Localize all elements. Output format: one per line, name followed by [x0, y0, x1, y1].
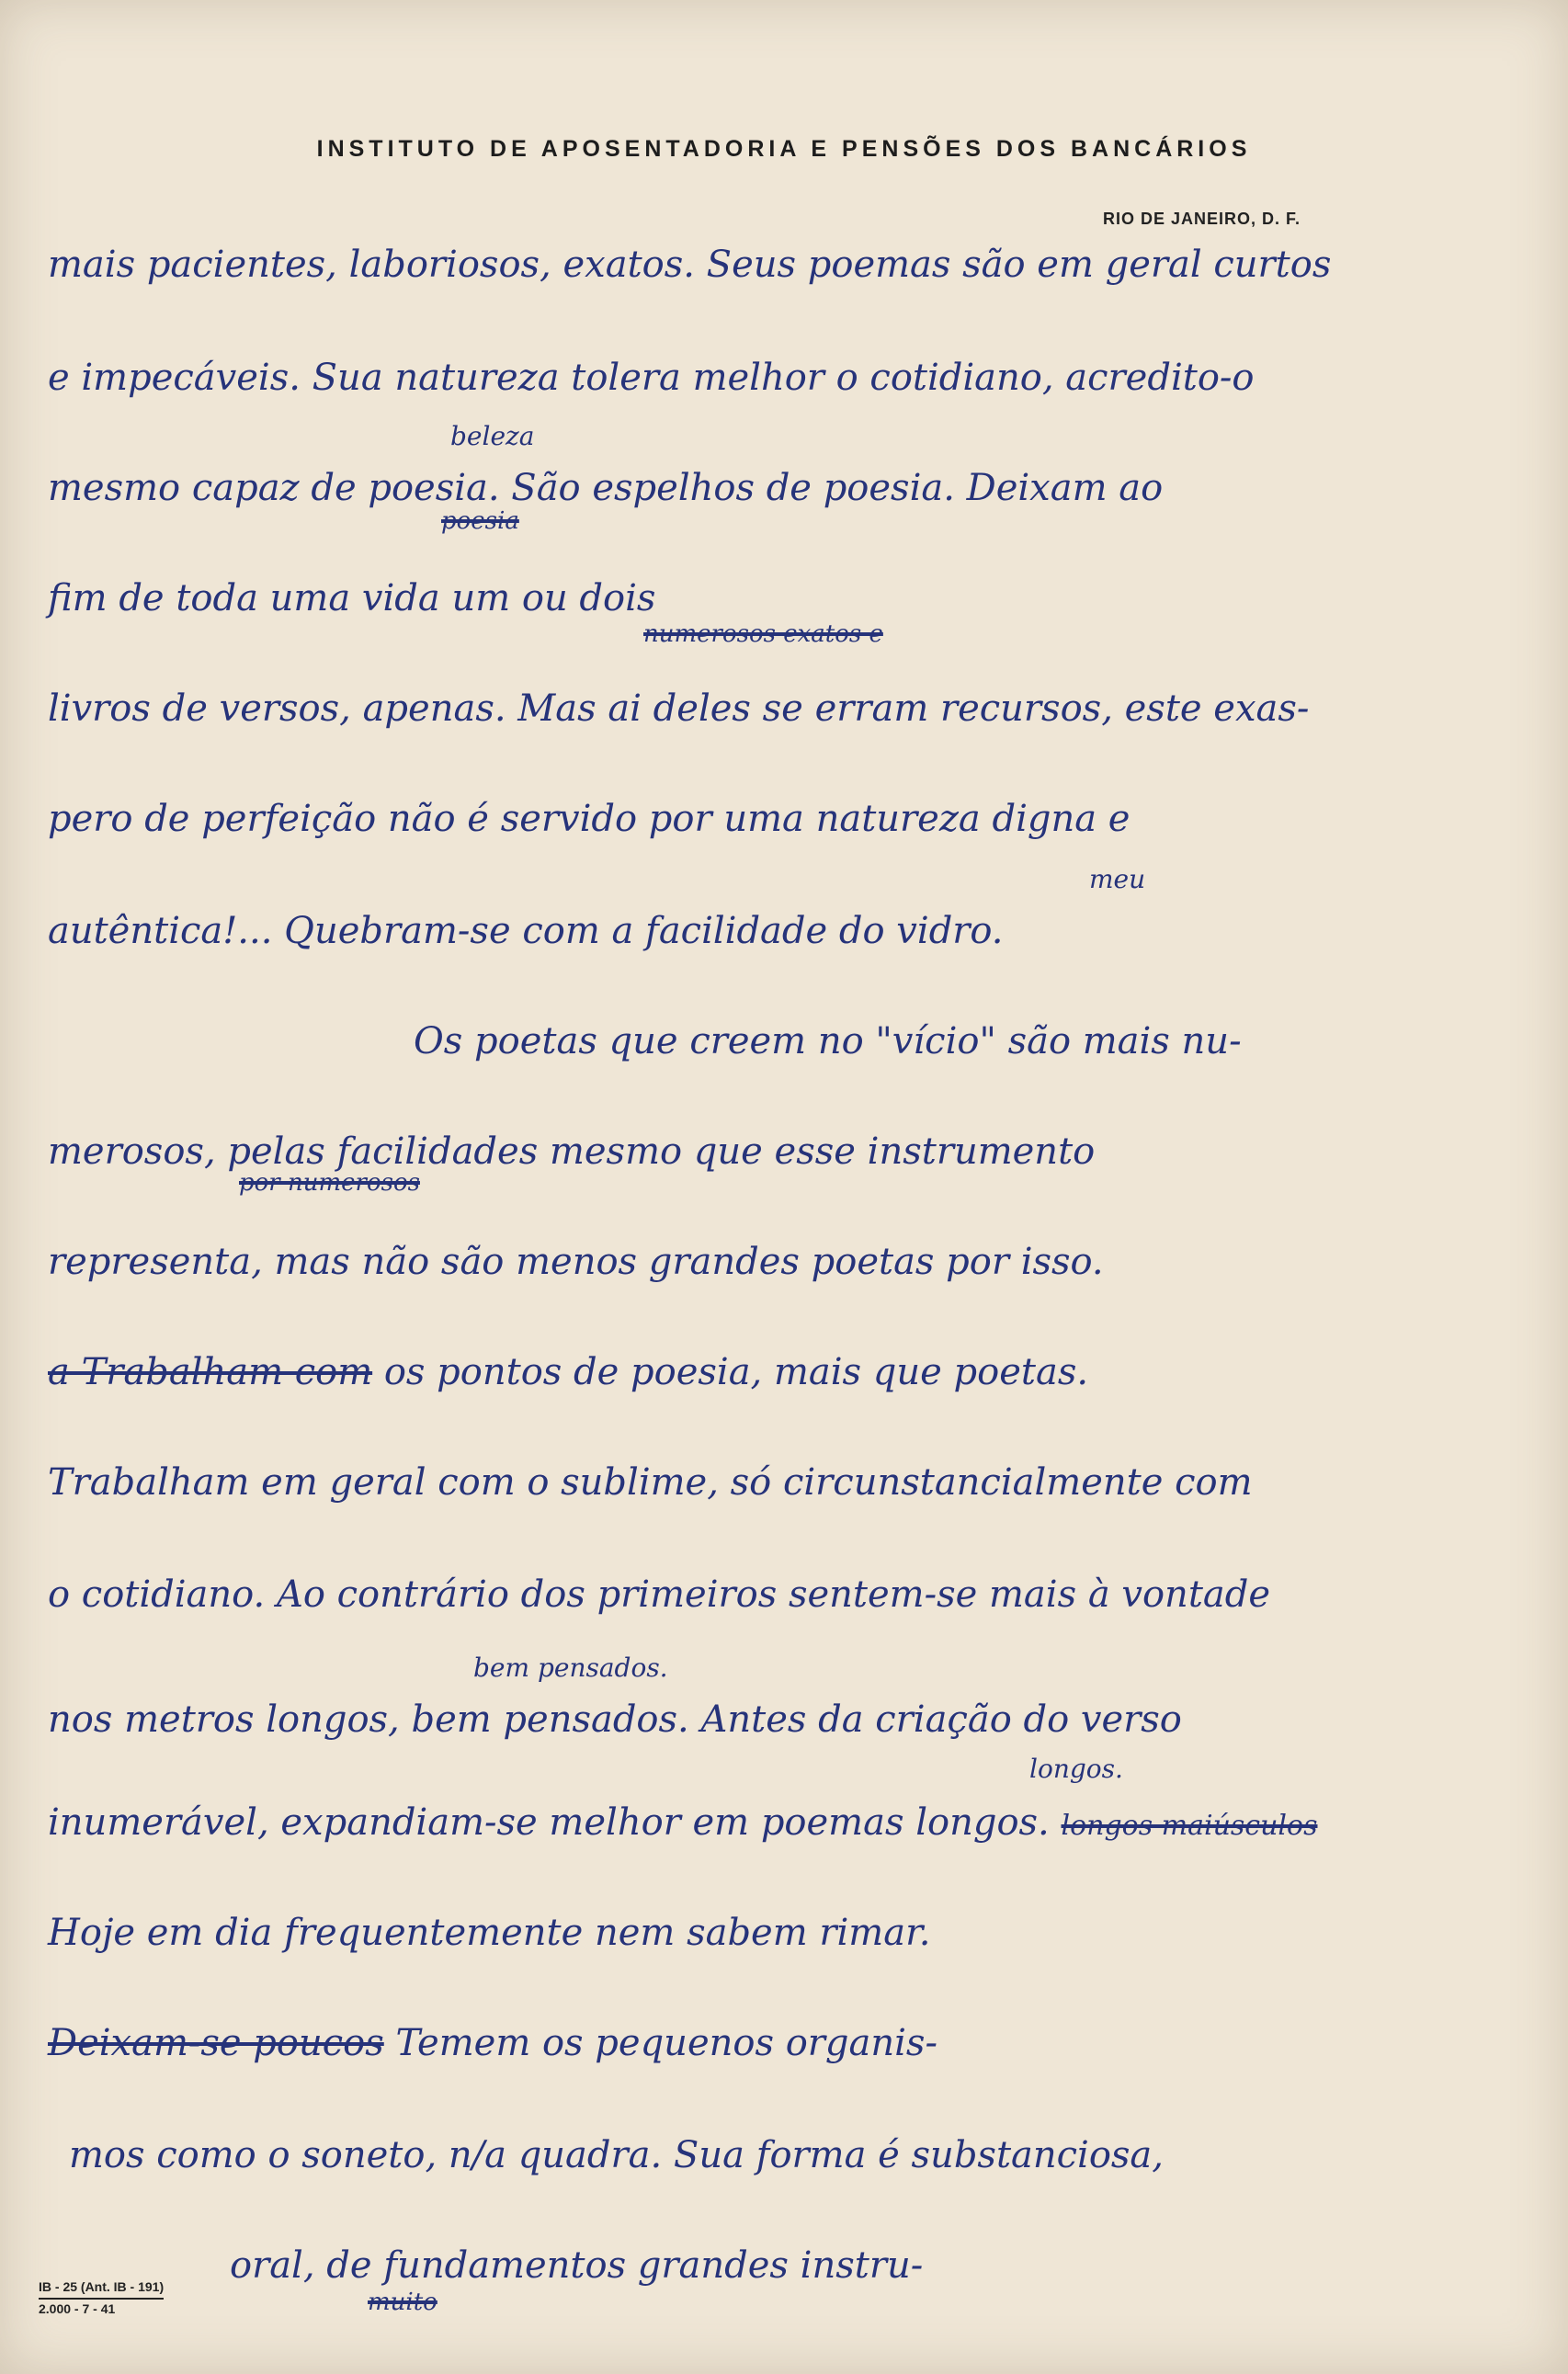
struck-oral: muito — [368, 2289, 437, 2316]
manuscript-line-15-text: inumerável, expandiam-se melhor em poemas longos. — [48, 1801, 1050, 1844]
manuscript-line-9-text: merosos, pelas facilidades mesmo que esse instrumento — [48, 1130, 1096, 1173]
letterhead-institution: INSTITUTO DE APOSENTADORIA E PENSÕES DOS BANCÁRIOS — [316, 136, 1252, 162]
manuscript-line-14: nos metros longos, bem pensados. Antes da criação do verso — [48, 1698, 1182, 1741]
manuscript-line-2: e impecáveis. Sua natureza tolera melhor o cotidiano, acredito-o — [48, 357, 1255, 399]
manuscript-line-10: representa, mas não são menos grandes poetas por isso. — [48, 1241, 1104, 1283]
struck-poemas-longos: longos maiúsculos — [1061, 1810, 1318, 1842]
form-code — [39, 2279, 164, 2316]
struck-word-poesia: poesia — [441, 507, 519, 535]
manuscript-line-6: pero de perfeição não é servido por uma natureza digna e — [48, 798, 1131, 840]
manuscript-line-15 — [48, 1801, 1317, 1844]
manuscript-line-3-text: mesmo capaz de poesia. São espelhos de poesia. Deixam ao — [48, 467, 1164, 509]
manuscript-line-12: Trabalham em geral com o sublime, só circunstancialmente com — [48, 1461, 1253, 1504]
manuscript-line-7: autêntica!... Quebram-se com a facilidade do vidro. — [48, 910, 1004, 952]
struck-trabalham: a Trabalham com — [48, 1351, 373, 1393]
insertion-beleza: beleza — [450, 421, 535, 451]
manuscript-line-17 — [48, 2022, 937, 2064]
manuscript-line-18 — [69, 2134, 1164, 2176]
manuscript-line-9 — [48, 1130, 1095, 1173]
insertion-longos: longos. — [1029, 1754, 1123, 1784]
manuscript-line-3 — [48, 467, 1163, 509]
letterhead-place: RIO DE JANEIRO, D. F. — [1103, 210, 1301, 228]
manuscript-line-1: mais pacientes, laboriosos, exatos. Seus poemas são em geral curtos — [48, 244, 1332, 286]
manuscript-line-5: livros de versos, apenas. Mas ai deles se erram recursos, este exas- — [48, 687, 1310, 730]
manuscript-line-11-text: os pontos de poesia, mais que poetas. — [383, 1351, 1089, 1393]
manuscript-line-19-text: oral, de fundamentos grandes instru- — [230, 2244, 924, 2287]
manuscript-line-16-text: Hoje em dia frequentemente nem sabem rimar. — [48, 1912, 931, 1954]
manuscript-line-17-text: Temem os pequenos organis- — [395, 2022, 937, 2064]
manuscript-line-19 — [230, 2244, 923, 2287]
form-code-line-2: 2.000 - 7 - 41 — [39, 2298, 164, 2316]
struck-numerosos: numerosos exatos e — [643, 620, 883, 648]
manuscript-line-16 — [48, 1912, 931, 1954]
struck-por-numerosos: por numerosos — [239, 1169, 420, 1197]
insertion-meu: meu — [1089, 864, 1146, 894]
manuscript-line-8: Os poetas que creem no "vício" são mais nu- — [414, 1020, 1242, 1062]
struck-phrase: Deixam-se poucos — [48, 2022, 384, 2064]
insertion-bem-pensados: bem pensados. — [473, 1653, 668, 1683]
manuscript-line-18-text: mos como o soneto, n/a quadra. Sua forma é substanciosa, — [69, 2134, 1164, 2176]
manuscript-line-13: o cotidiano. Ao contrário dos primeiros sentem-se mais à vontade — [48, 1573, 1271, 1616]
manuscript-line-11 — [48, 1351, 1088, 1393]
form-code-line-1: IB - 25 (Ant. IB - 191) — [39, 2279, 165, 2294]
manuscript-line-4-text: fim de toda uma vida um ou dois — [48, 577, 656, 619]
manuscript-line-4 — [48, 577, 655, 619]
